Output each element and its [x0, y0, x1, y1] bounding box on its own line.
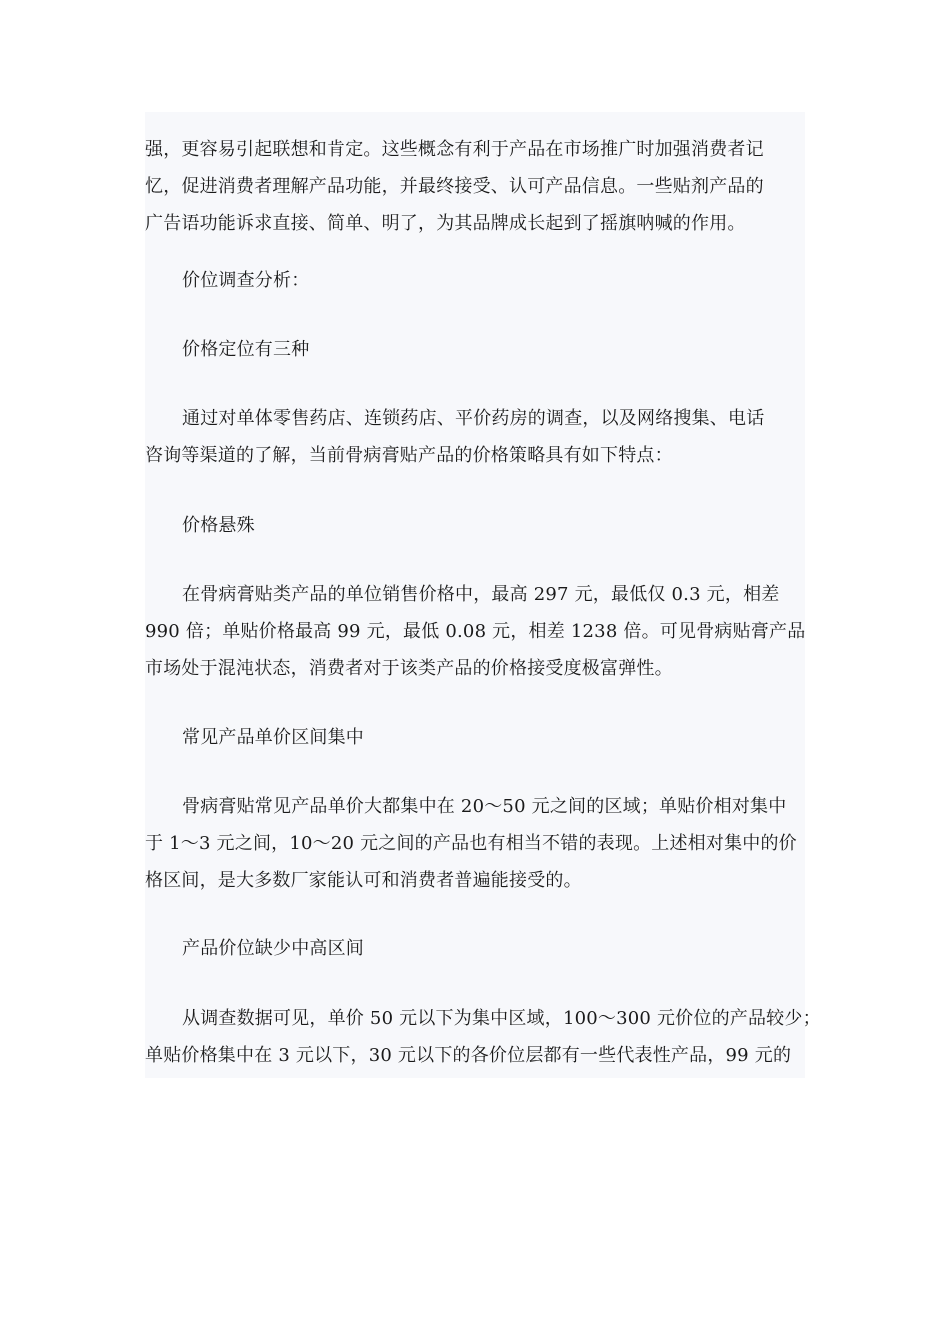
text-line: 咨询等渠道的了解，当前骨病膏贴产品的价格策略具有如下特点： [145, 445, 673, 466]
text-line: 骨病膏贴常见产品单价大都集中在 20～50 元之间的区域；单贴价相对集中 [182, 796, 787, 817]
text-line: 在骨病膏贴类产品的单位销售价格中，最高 297 元，最低仅 0.3 元，相差 [182, 584, 780, 605]
heading-mid-high-gap [145, 930, 805, 967]
text-line: 价位调查分析： [182, 270, 310, 291]
text-line: 强，更容易引起联想和肯定。这些概念有利于产品在市场推广时加强消费者记 [145, 139, 764, 160]
text-line: 常见产品单价区间集中 [182, 727, 364, 748]
paragraph-ad-concepts [145, 131, 805, 242]
text-line: 忆，促进消费者理解产品功能，并最终接受、认可产品信息。一些贴剂产品的 [145, 176, 764, 197]
paragraph-mid-high-gap [145, 1000, 821, 1074]
text-line: 于 1～3 元之间，10～20 元之间的产品也有相当不错的表现。上述相对集中的价 [145, 833, 797, 854]
heading-price-survey [145, 262, 805, 299]
text-line: 产品价位缺少中高区间 [182, 938, 364, 959]
paragraph-survey-method [145, 400, 805, 474]
text-line: 通过对单体零售药店、连锁药店、平价药房的调查，以及网络搜集、电话 [182, 408, 765, 429]
heading-price-positioning [145, 331, 805, 368]
text-line: 价格悬殊 [182, 515, 255, 536]
text-body [145, 112, 821, 1078]
heading-price-gap [145, 507, 805, 544]
text-line: 单贴价格集中在 3 元以下，30 元以下的各价位层都有一些代表性产品，99 元的 [145, 1045, 792, 1066]
paragraph-price-gap [145, 576, 805, 687]
text-line: 价格定位有三种 [182, 339, 310, 360]
text-line: 市场处于混沌状态，消费者对于该类产品的价格接受度极富弹性。 [145, 658, 673, 679]
text-line: 990 倍；单贴价格最高 99 元，最低 0.08 元，相差 1238 倍。可见骨病贴膏产品 [145, 621, 806, 642]
paragraph-common-price-range [145, 788, 805, 899]
text-line: 广告语功能诉求直接、简单、明了，为其品牌成长起到了摇旗呐喊的作用。 [145, 213, 746, 234]
text-line: 从调查数据可见，单价 50 元以下为集中区域，100～300 元价位的产品较少； [182, 1008, 821, 1029]
text-line: 格区间，是大多数厂家能认可和消费者普遍能接受的。 [145, 870, 582, 891]
heading-common-price-range [145, 719, 805, 756]
